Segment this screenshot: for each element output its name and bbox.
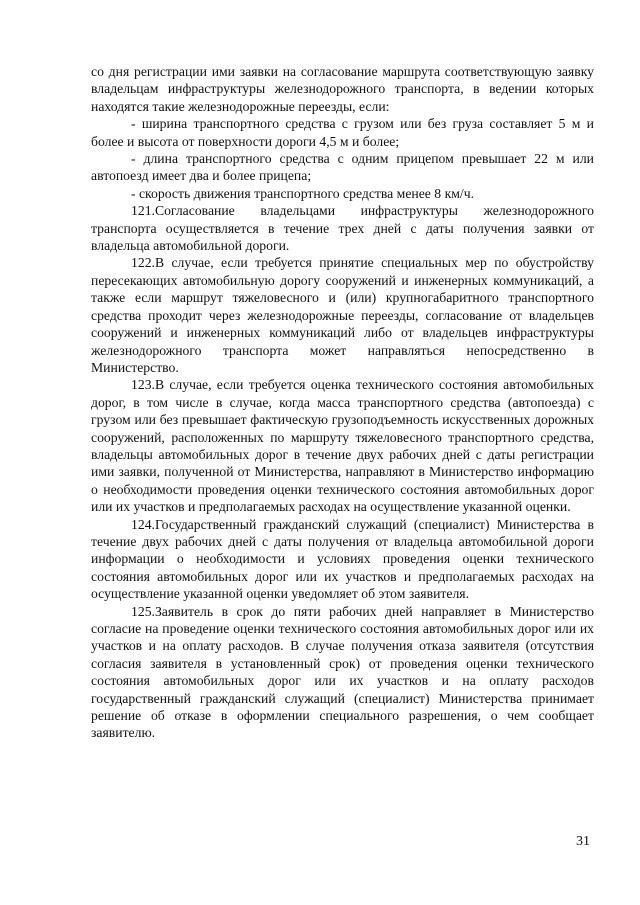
paragraph-121: 121.Согласование владельцами инфраструктуры железнодорожного транспорта осуществляется в течение трех дней с даты получения заявки от владельца автомобильной дороги. bbox=[91, 203, 594, 254]
paragraph-123: 123.В случае, если требуется оценка технического состояния автомобильных дорог, в том числе в случае, когда масса транспортного средства (автопоезда) с грузом или без превышает фактическую грузоподъемность искусственных дорожных сооружений, расположенных по маршруту тяжеловесного транспортного средства, владельцы автомобильных дорог в течение двух рабочих дней с даты регистрации ими заявки, полученной от Министерства, направляют в Министерство информацию о необходимости проведения оценки технического состояния автомобильных дорог или их участков и предполагаемых расходах на осуществление указанной оценки. bbox=[91, 377, 594, 515]
document-body bbox=[91, 63, 594, 742]
page-number: 31 bbox=[576, 834, 590, 849]
list-item-speed: - скорость движения транспортного средства менее 8 км/ч. bbox=[131, 185, 474, 201]
list-item-width-height: - ширина транспортного средства с грузом или без груза составляет 5 м и более и высота от поверхности дороги 4,5 м и более; bbox=[91, 116, 594, 149]
paragraph-125: 125.Заявитель в срок до пяти рабочих дней направляет в Министерство согласие на проведение оценки технического состояния автомобильных дорог или их участков и на оплату расходов. В случае получения отказа заявителя (отсутствия согласия заявителя в установленный срок) от проведения оценки технического состояния автомобильных дорог или их участков и на оплату расходов государственный гражданский служащий (специалист) Министерства принимает решение об отказе в оформлении специального разрешения, о чем сообщает заявителю. bbox=[91, 603, 594, 741]
paragraph-122: 122.В случае, если требуется принятие специальных мер по обустройству пересекающих автомобильную дорогу сооружений и инженерных коммуникаций, а также если маршрут тяжеловесного и (или) крупногабаритного транспортного средства проходит через железнодорожные переезды, согласование от владельцев сооружений и инженерных коммуникаций либо от владельцев инфраструктуры железнодорожного транспорта может направляться непосредственно в Министерство. bbox=[91, 255, 594, 375]
list-item-length-trailer: - длина транспортного средства с одним прицепом превышает 22 м или автопоезд имеет два и более прицепа; bbox=[91, 151, 594, 184]
paragraph-continuation: со дня регистрации ими заявки на согласование маршрута соответствующую заявку владельцам инфраструктуры железнодорожного транспорта, в ведении которых находятся такие железнодорожные переезды, если: bbox=[91, 64, 594, 114]
paragraph-124: 124.Государственный гражданский служащий (специалист) Министерства в течение двух рабочих дней с даты получения от владельца автомобильной дороги информации о необходимости и условиях проведения оценки технического состояния автомобильных дорог или их участков и предполагаемых расходах на осуществление указанной оценки уведомляет об этом заявителя. bbox=[91, 516, 594, 602]
